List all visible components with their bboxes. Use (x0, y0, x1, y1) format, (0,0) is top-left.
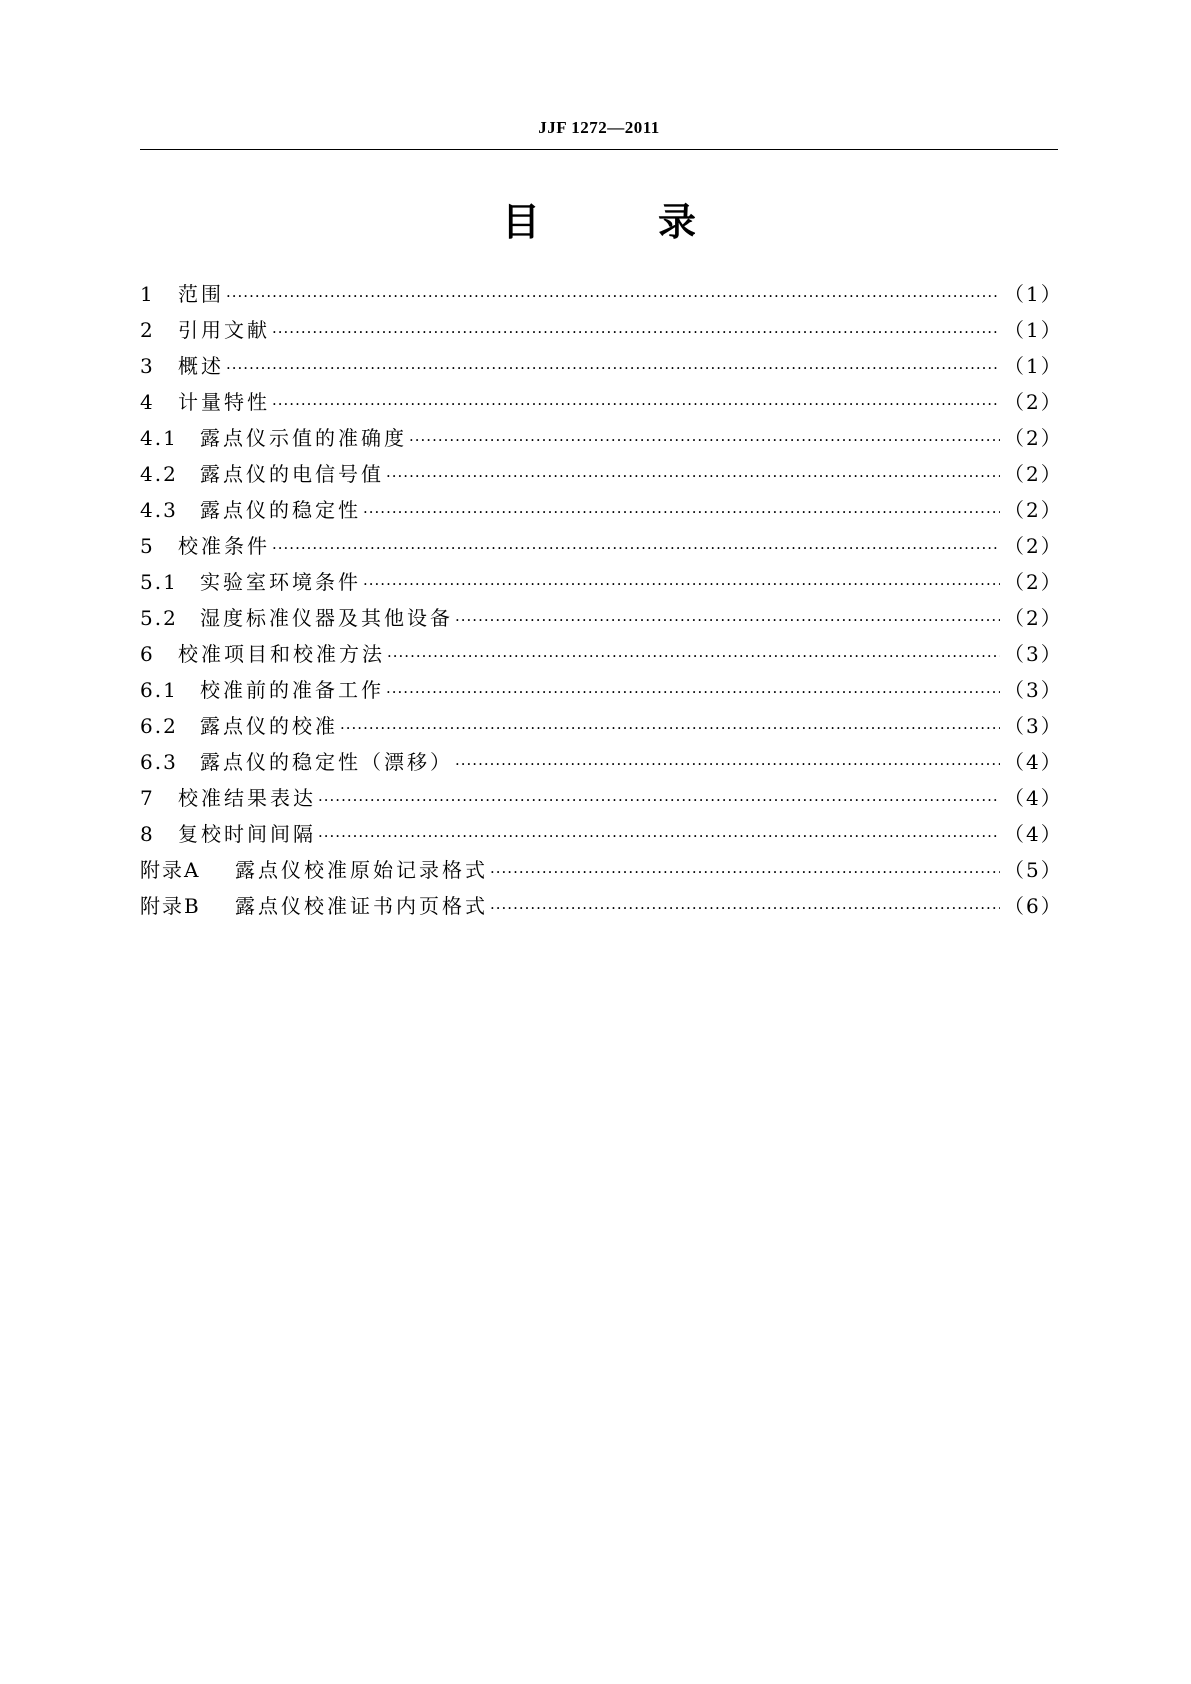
toc-entry-number: 5.2 (140, 606, 178, 630)
toc-dot-leader (226, 350, 1000, 386)
toc-entry-page: （4） (1004, 750, 1063, 774)
title-char-2: 录 (658, 200, 697, 244)
toc-entry-number: 6.3 (140, 750, 178, 774)
toc-entry-number: 4.1 (140, 426, 178, 450)
toc-entry-title: 露点仪示值的准确度 (200, 426, 407, 450)
toc-entry-number: 6.2 (140, 714, 178, 738)
toc-entry[interactable] (140, 564, 1063, 600)
toc-entry-number: 1 (140, 282, 155, 306)
toc-entry-title: 校准结果表达 (178, 786, 316, 810)
toc-entry[interactable] (140, 528, 1063, 564)
toc-entry[interactable] (140, 420, 1063, 456)
toc-entry-page: （1） (1004, 318, 1063, 342)
toc-entry-number: 6 (140, 642, 155, 666)
toc-dot-leader (386, 674, 1000, 710)
toc-entry[interactable] (140, 708, 1063, 744)
toc-entry-number: 3 (140, 354, 155, 378)
toc-entry-page: （3） (1004, 642, 1063, 666)
toc-entry-page: （2） (1004, 498, 1063, 522)
toc-entry[interactable] (140, 672, 1063, 708)
toc-entry-page: （1） (1004, 354, 1063, 378)
toc-entry-title: 露点仪的稳定性（漂移） (200, 750, 453, 774)
toc-dot-leader (455, 602, 1000, 638)
title-char-1: 目 (501, 200, 540, 244)
toc-dot-leader (318, 782, 1000, 818)
toc-entry-title: 露点仪校准证书内页格式 (235, 894, 488, 918)
document-code-header: JJF 1272—2011 (538, 118, 660, 137)
toc-entry[interactable] (140, 816, 1063, 852)
toc-dot-leader (490, 854, 1000, 890)
toc-dot-leader (363, 494, 1000, 530)
toc-dot-leader (387, 638, 1000, 674)
toc-entry-number: 4.2 (140, 462, 178, 486)
toc-entry-page: （2） (1004, 426, 1063, 450)
toc-entry-page: （2） (1004, 534, 1063, 558)
header-rule (140, 149, 1058, 150)
toc-dot-leader (455, 746, 1000, 782)
toc-entry-title: 范围 (178, 282, 224, 306)
toc-entry[interactable] (140, 780, 1063, 816)
toc-entry[interactable] (140, 888, 1063, 924)
toc-entry-title: 计量特性 (178, 390, 270, 414)
toc-entry-title: 概述 (178, 354, 224, 378)
toc-entry-page: （2） (1004, 570, 1063, 594)
toc-entry[interactable] (140, 744, 1063, 780)
toc-entry-page: （5） (1004, 858, 1063, 882)
toc-entry[interactable] (140, 276, 1063, 312)
toc-entry-page: （4） (1004, 822, 1063, 846)
toc-dot-leader (318, 818, 1000, 854)
toc-entry-title: 露点仪的稳定性 (200, 498, 361, 522)
toc-entry-title: 校准条件 (178, 534, 270, 558)
toc-entry-page: （6） (1004, 894, 1063, 918)
toc-entry[interactable] (140, 852, 1063, 888)
toc-entry-number: 4 (140, 390, 155, 414)
toc-entry[interactable] (140, 348, 1063, 384)
toc-entry-page: （2） (1004, 462, 1063, 486)
toc-entry-title: 露点仪校准原始记录格式 (235, 858, 488, 882)
toc-dot-leader (490, 890, 1000, 926)
toc-entry-title: 湿度标准仪器及其他设备 (200, 606, 453, 630)
toc-dot-leader (272, 530, 1000, 566)
toc-entry-page: （4） (1004, 786, 1063, 810)
toc-dot-leader (226, 278, 1000, 314)
toc-entry-title: 校准项目和校准方法 (178, 642, 385, 666)
toc-entry-page: （3） (1004, 714, 1063, 738)
toc-entry-page: （2） (1004, 606, 1063, 630)
toc-entry-number: 7 (140, 786, 155, 810)
toc-dot-leader (386, 458, 1000, 494)
toc-entry-page: （3） (1004, 678, 1063, 702)
toc-entry-title: 露点仪的电信号值 (200, 462, 384, 486)
page-title (140, 196, 1058, 248)
toc-entry-number: 5.1 (140, 570, 178, 594)
toc-entry-number: 5 (140, 534, 155, 558)
toc-entry-title: 露点仪的校准 (200, 714, 338, 738)
toc-entry-number: 6.1 (140, 678, 178, 702)
toc-entry-title: 校准前的准备工作 (200, 678, 384, 702)
toc-entry-title: 引用文献 (178, 318, 270, 342)
toc-dot-leader (363, 566, 1000, 602)
toc-dot-leader (272, 386, 1000, 422)
toc-entry-number: 附录B (140, 894, 201, 918)
toc-entry-number: 8 (140, 822, 155, 846)
toc-dot-leader (272, 314, 1000, 350)
toc-entry[interactable] (140, 636, 1063, 672)
toc-entry-number: 2 (140, 318, 155, 342)
toc-entry-number: 附录A (140, 858, 201, 882)
toc-entry-title: 实验室环境条件 (200, 570, 361, 594)
toc-entry[interactable] (140, 312, 1063, 348)
toc-entry-page: （2） (1004, 390, 1063, 414)
toc-entry-title: 复校时间间隔 (178, 822, 316, 846)
toc-entry-page: （1） (1004, 282, 1063, 306)
toc-entry[interactable] (140, 456, 1063, 492)
toc-entry[interactable] (140, 384, 1063, 420)
table-of-contents (140, 276, 1063, 924)
toc-entry[interactable] (140, 492, 1063, 528)
toc-entry-number: 4.3 (140, 498, 178, 522)
toc-dot-leader (409, 422, 1000, 458)
toc-entry[interactable] (140, 600, 1063, 636)
toc-dot-leader (340, 710, 1000, 746)
